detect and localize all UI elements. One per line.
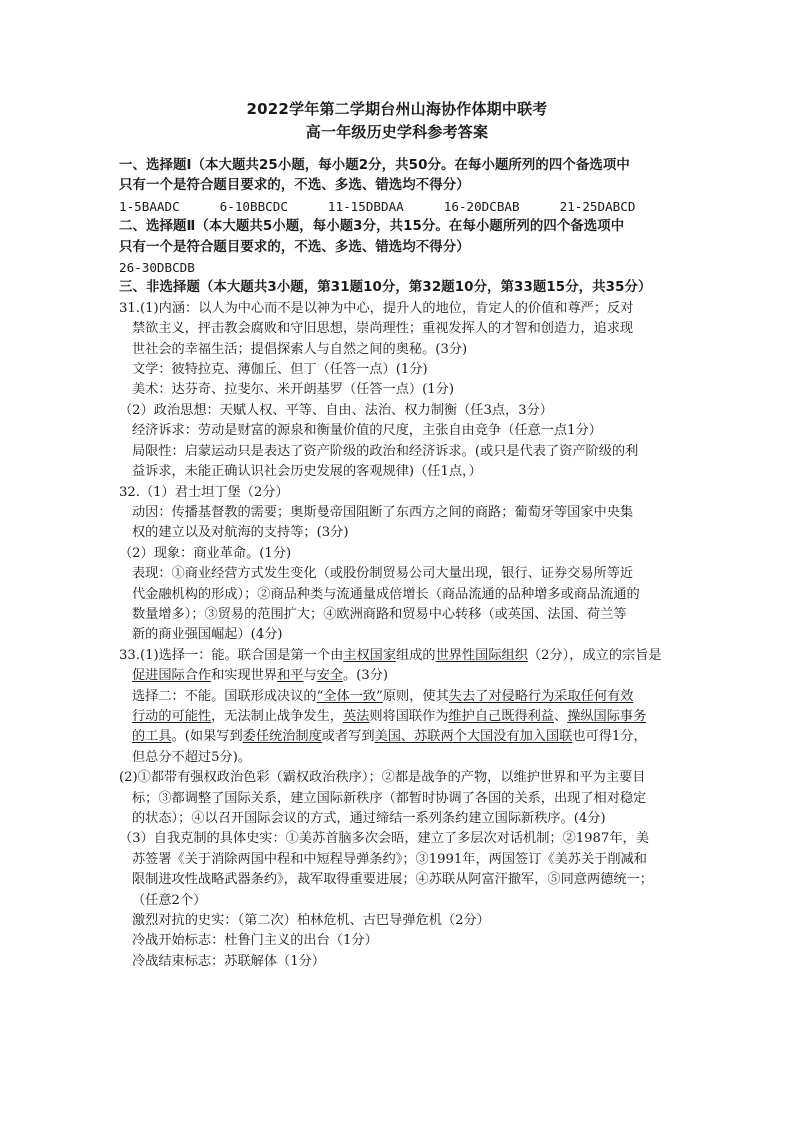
text-span: 选择二：不能。国联形成决议的 (132, 688, 317, 704)
text-span: 原则，使其 (382, 688, 449, 704)
q33-line: 标；③都调整了国际关系，建立国际新秩序（都暂时协调了各国的关系，出现了相对稳定 (132, 790, 647, 806)
q31-line: 31.(1)内涵：以人为中心而不是以神为中心，提升人的地位，肯定人的价值和尊严；反对 (119, 300, 634, 316)
underlined-keyword: 主权国家 (343, 647, 397, 663)
section-1-header: 一、选择题Ⅰ（本大题共25小题，每小题2分，共50分。在每小题所列的四个备选项中 (119, 158, 630, 173)
q31-line: 局限性：启蒙运动只是表达了资产阶级的政治和经济诉求。(或只是代表了资产阶级的利 (132, 443, 639, 459)
answer-group: 6-10BBCDC (219, 198, 288, 214)
q33-line: 冷战结束标志：苏联解体（1分） (132, 953, 326, 969)
q33-line: 限制进攻性战略武器条约》，裁军取得重要进展；④苏联从阿富汗撤军，⑤同意两德统一； (132, 872, 653, 888)
q33-line: （3）自我克制的具体史实：①美苏首脑多次会晤，建立了多层次对话机制；②1987年，美 (119, 831, 649, 847)
section-1-answers (119, 197, 680, 217)
q32-line: 32.（1）君士坦丁堡（2分） (119, 484, 289, 500)
underlined-keyword: “全体一致” (316, 688, 383, 704)
answer-group: 1-5BAADC (119, 198, 180, 214)
q33-line: 激烈对抗的史实：（第二次）柏林危机、古巴导弹危机（2分） (132, 913, 490, 929)
text-span: 或者写到 (321, 729, 375, 745)
underlined-keyword: 操纵国际事务 (567, 708, 647, 724)
text-span: 也可得1分， (572, 729, 647, 745)
q31-line: 文学：彼特拉克、薄伽丘、但丁（任答一点）(1分) (132, 362, 428, 378)
q32-line: 代金融机构的形成）；②商品种类与流通量成倍增长（商品流通的品种增多或商品流通的 (132, 586, 640, 602)
underlined-keyword: 美国、苏联两个大国没有加入国联 (374, 729, 573, 745)
underlined-keyword: 促进国际合作 (132, 668, 212, 684)
text-span: 则将国联作为 (369, 708, 449, 724)
section-2-header-cont: 只有一个是符合题目要求的，不选、多选、错选均不得分） (119, 239, 470, 255)
underlined-keyword: 英法 (343, 708, 370, 724)
q31-line: 世社会的幸福生活；提倡探索人与自然之间的奥秘。(3分) (132, 341, 468, 357)
q32-line: 动因：传播基督教的需要；奥斯曼帝国阻断了东西方之间的商路；葡萄牙等国家中央集 (132, 504, 634, 520)
text-span: 组成的 (396, 647, 436, 663)
answer-group: 21-25DABCD (559, 198, 636, 214)
q31-line: （2）政治思想：天赋人权、平等、自由、法治、权力制衡（任3点，3分） (119, 402, 553, 418)
text-span: 和实现世界 (211, 668, 278, 684)
document-title: 2022学年第二学期台州山海协作体期中联考 (246, 100, 548, 118)
q33-line: 冷战开始标志：杜鲁门主义的出台（1分） (132, 933, 378, 949)
section-2-answers: 26-30DBCDB (119, 260, 195, 276)
q32-line: （2）现象：商业革命。(1分) (119, 545, 292, 561)
section-3-header: 三、非选择题（本大题共3小题，第31题10分，第32题10分，第33题15分，共35分） (119, 280, 652, 296)
q33-line: 但总分不超过5分)。 (132, 749, 252, 765)
q32-line: 新的商业强国崛起）(4分) (132, 627, 283, 643)
answer-group: 11-15DBDAA (327, 198, 404, 214)
section-2-header: 二、选择题Ⅱ（本大题共5小题，每小题3分，共15分。在每小题所列的四个备选项中 (119, 219, 625, 235)
text-span: 、 (554, 708, 568, 724)
underlined-keyword: 的工具 (132, 729, 172, 745)
text-span: 33.(1)选择一：能。联合国是第一个由 (119, 647, 344, 663)
q31-line: 美术：达芬奇、拉斐尔、米开朗基罗（任答一点）(1分) (132, 382, 454, 398)
text-span: （2分），成立的宗旨是 (527, 647, 662, 663)
underlined-keyword: 维护自己既得利益 (448, 708, 554, 724)
underlined-keyword: 和平 (277, 668, 304, 684)
underlined-keyword: 行动的可能性 (132, 708, 212, 724)
underlined-keyword: 委任统治制度 (242, 729, 322, 745)
q32-line: 数量增多）；③贸易的范围扩大；④欧洲商路和贸易中心转移（或英国、法国、荷兰等 (132, 606, 627, 622)
q33-line (119, 727, 680, 747)
q33-line (119, 666, 680, 686)
text-span: ，无法制止战争发生， (211, 708, 343, 724)
q31-line: 益诉求，未能正确认识社会历史发展的客观规律)（任1点，） (132, 464, 482, 480)
q32-line: 表现：①商业经营方式发生变化（或股份制贸易公司大量出现，银行、证券交易所等近 (132, 566, 634, 582)
text-span: 。(3分) (343, 668, 389, 684)
q33-line: 的状态）；④以召开国际会议的方式，通过缔结一系列条约建立国际新秩序。(4分) (132, 811, 606, 826)
answer-group: 16-20DCBAB (443, 198, 520, 214)
text-span: 。(如果写到 (171, 729, 243, 745)
underlined-keyword: 失去了对侵略行为采取任何有效 (448, 688, 634, 704)
q32-line: 权的建立以及对航海的支持等；(3分) (132, 525, 349, 541)
underlined-keyword: 安全 (316, 668, 343, 684)
answer-content (119, 156, 680, 972)
q33-line (119, 707, 680, 727)
text-span: 与 (303, 668, 317, 684)
section-1-header-cont: 只有一个是符合题目要求的，不选、多选、错选均不得分） (119, 178, 470, 194)
q33-line: （任意2个） (132, 892, 207, 908)
q33-line (119, 687, 680, 707)
document-subtitle: 高一年级历史学科参考答案 (305, 123, 489, 141)
q33-line: (2)①都带有强权政治色彩（霸权政治秩序）；②都是战争的产物，以维护世界和平为主要目 (119, 770, 646, 786)
q33-line (119, 646, 680, 666)
underlined-keyword: 世界性国际组织 (435, 647, 528, 663)
q31-line: 禁欲主义，抨击教会腐败和守旧思想，崇尚理性；重视发挥人的才智和创造力，追求现 (132, 321, 634, 337)
q31-line: 经济诉求：劳动是财富的源泉和衡量价值的尺度，主张自由竞争（任意一点1分） (132, 423, 602, 439)
q33-line: 苏签署《关于消除两国中程和中短程导弹条约》；③1991年，两国签订《美苏关于削减和 (132, 851, 647, 867)
